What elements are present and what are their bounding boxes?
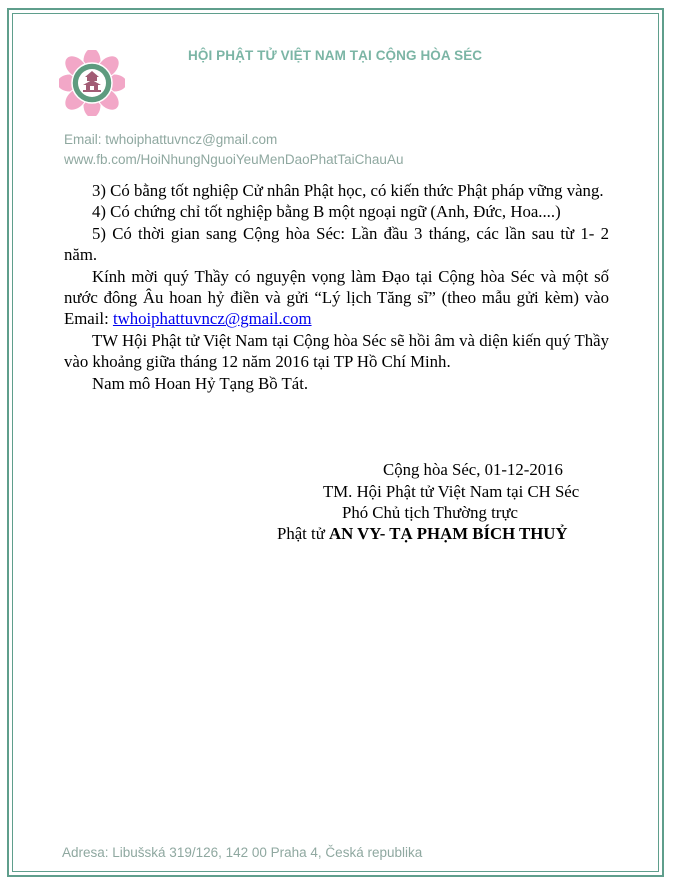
contact-email: Email: twhoiphattuvncz@gmail.com (64, 132, 278, 147)
signature-position: Phó Chủ tịch Thường trực (342, 503, 518, 522)
closing-line: Nam mô Hoan Hỷ Tạng Bồ Tát. (92, 373, 309, 393)
footer-address: Adresa: Libušská 319/126, 142 00 Praha 4, Česká republika (62, 845, 423, 860)
contact-facebook: www.fb.com/HoiNhungNguoiYeuMenDaoPhatTaiChauAu (64, 152, 404, 167)
requirement-3: 3) Có bằng tốt nghiệp Cử nhân Phật học, có kiến thức Phật pháp vững vàng. (92, 181, 604, 200)
requirement-4: 4) Có chứng chỉ tốt nghiệp bằng B một ngoại ngữ (Anh, Đức, Hoa....) (92, 202, 561, 222)
signature-name: AN VY- TẠ PHẠM BÍCH THUỶ (328, 524, 568, 543)
signature-place-date: Cộng hòa Séc, 01-12-2016 (383, 460, 563, 479)
lotus-pagoda-logo-icon (59, 50, 125, 116)
requirement-5: 5) Có thời gian sang Cộng hòa Séc: Lần đầu 3 tháng, các lần sau từ 1- 2 năm. (64, 223, 609, 265)
invitation-email-link[interactable]: twhoiphattuvncz@gmail.com (112, 309, 312, 329)
signature-name-line (277, 524, 568, 544)
meeting-paragraph: TW Hội Phật tử Việt Nam tại Cộng hòa Séc sẽ hồi âm và diện kiến quý Thầy vào khoảng giữa tháng 12 năm 2016 tại TP Hồ Chí Minh. (64, 330, 609, 372)
organization-title: HỘI PHẬT TỬ VIỆT NAM TẠI CỘNG HÒA SÉC (188, 48, 483, 63)
signature-on-behalf: TM. Hội Phật tử Việt Nam tại CH Séc (323, 482, 580, 501)
invitation-text: Kính mời quý Thầy có nguyện vọng làm Đạo tại Cộng hòa Séc và một số nước đông Âu hoan hỷ điền và gửi “Lý lịch Tăng sĩ” (theo mẫu gửi kèm) vào Email: (64, 266, 609, 329)
letter-body (64, 180, 609, 394)
invitation-paragraph (64, 266, 609, 330)
signature-name-prefix: Phật tử (277, 524, 329, 543)
